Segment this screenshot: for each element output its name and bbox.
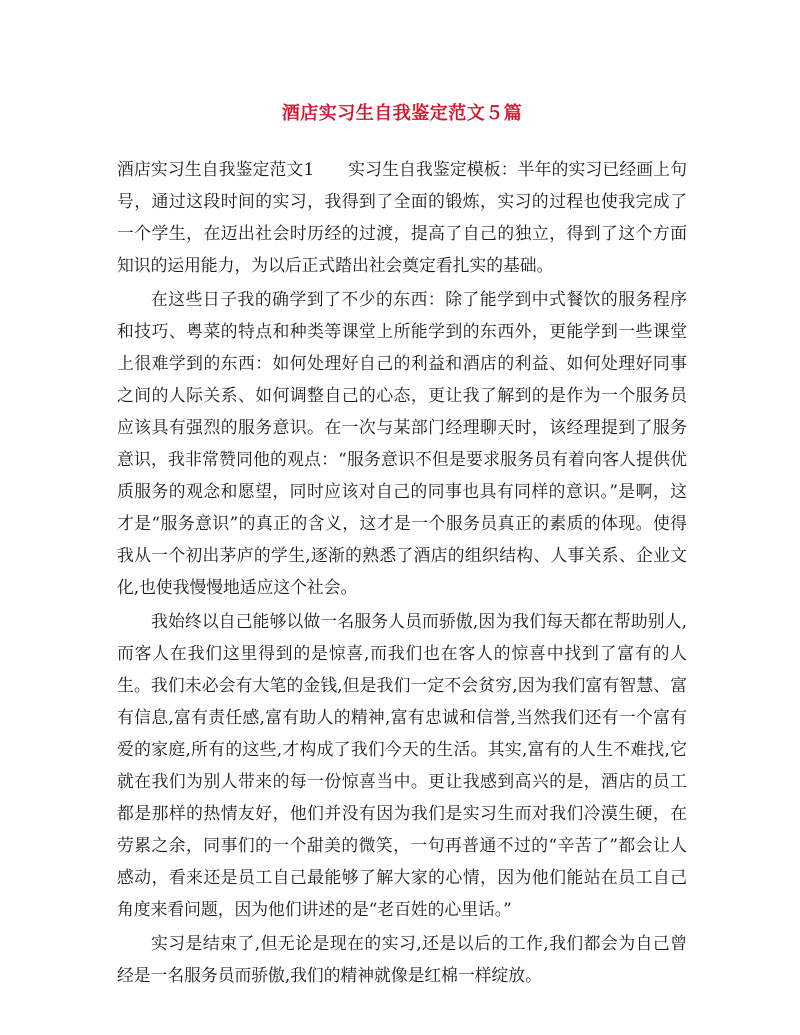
document-title: 酒店实习生自我鉴定范文５篇 [281, 103, 523, 124]
paragraph-4: 实习是结束了,但无论是现在的实习,还是以后的工作,我们都会为自己曾经是一名服务员而骄傲,我们的精神就像是红棉一样绽放。 [117, 933, 687, 985]
paragraph-1: 酒店实习生自我鉴定范文1 实习生自我鉴定模板：半年的实习已经画上句号，通过这段时间的实习，我得到了全面的锻炼，实习的过程也使我完成了一个学生，在迈出社会时历经的过渡，提高了自己的独立，得到了这个方面知识的运用能力，为以后正式踏出社会奠定看扎实的基础。 [117, 159, 687, 275]
document-page [117, 0, 687, 991]
paragraph-3: 我始终以自己能够以做一名服务人员而骄傲,因为我们每天都在帮助别人,而客人在我们这里得到的是惊喜,而我们也在客人的惊喜中找到了富有的人生。我们未必会有大笔的金钱,但是我们一定不会贫穷,因为我们富有智慧、富有信息,富有责任感,富有助人的精神,富有忠诚和信誉,当然我们还有一个富有爱的家庭,所有的这些,才构成了我们今天的生活。其实,富有的人生不难找,它就在我们为别人带来的每一份惊喜当中。更让我感到高兴的是，酒店的员工都是那样的热情友好，他们并没有因为我们是实习生而对我们冷漠生硬，在劳累之余，同事们的一个甜美的微笑，一句再普通不过的“辛苦了”都会让人感动，看来还是员工自己最能够了解大家的心情，因为他们能站在员工自己角度来看问题，因为他们讲述的是“老百姓的心里话。” [117, 611, 687, 919]
paragraph-2: 在这些日子我的确学到了不少的东西：除了能学到中式餐饮的服务程序和技巧、粤菜的特点和种类等课堂上所能学到的东西外，更能学到一些课堂上很难学到的东西：如何处理好自己的利益和酒店的利益、如何处理好同事之间的人际关系、如何调整自己的心态，更让我了解到的是作为一个服务员应该具有强烈的服务意识。在一次与某部门经理聊天时，该经理提到了服务意识，我非常赞同他的观点：“服务意识不但是要求服务员有着向客人提供优质服务的观念和愿望，同时应该对自己的同事也具有同样的意识。”是啊，这才是“服务意识”的真正的含义，这才是一个服务员真正的素质的体现。使得我从一个初出茅庐的学生,逐渐的熟悉了酒店的组织结构、人事关系、企业文化,也使我慢慢地适应这个社会。 [117, 289, 687, 597]
